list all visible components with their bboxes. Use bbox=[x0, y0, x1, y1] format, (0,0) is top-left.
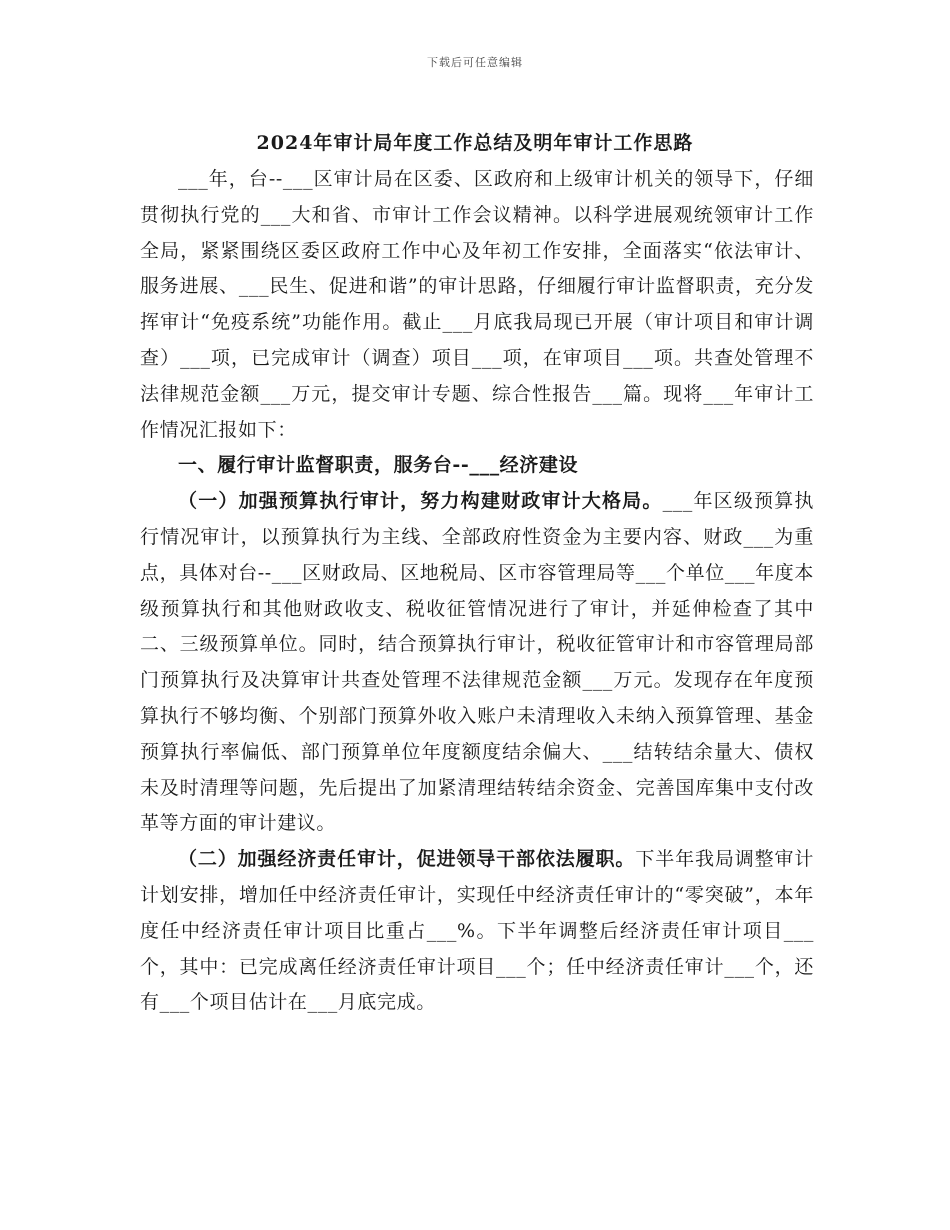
section-heading-1: 一、履行审计监督职责，服务台--___经济建设 bbox=[178, 454, 579, 477]
subsection-2-paragraph bbox=[140, 842, 814, 1021]
watermark-text: 下载后可任意编辑 bbox=[427, 56, 523, 69]
intro-paragraph: ___年，台--___区审计局在区委、区政府和上级审计机关的领导下，仔细贯彻执行党的___大和省、市审计工作会议精神。以科学进展观统领审计工作全局，紧紧围绕区委区政府工作中心及年初工作安排，全面落实“依法审计、服务进展、___民生、促进和谐”的审计思路，仔细履行审计监督职责，充分发挥审计“免疫系统”功能作用。截止___月底我局现已开展（审计项目和审计调查）___项，已完成审计（调查）项目___项，在审项目___项。共查处管理不法律规范金额___万元，提交审计专题、综合性报告___篇。现将___年审计工作情况汇报如下： bbox=[140, 168, 814, 441]
subsection-heading-1: （一）加强预算执行审计，努力构建财政审计大格局。 bbox=[178, 490, 663, 513]
subsection-1-body: ___年区级预算执行情况审计，以预算执行为主线、全部政府性资金为主要内容、财政___为重点，具体对台--___区财政局、区地税局、区市容管理局等___个单位___年度本级预算执行和其他财政收支、税收征管情况进行了审计，并延伸检查了其中二、三级预算单位。同时，结合预算执行审计，税收征管审计和市容管理局部门预算执行及决算审计共查处管理不法律规范金额___万元。发现存在年度预算执行不够均衡、个别部门预算外收入账户未清理收入未纳入预算管理、基金预算执行率偏低、部门预算单位年度额度结余偏大、___结转结余量大、债权未及时清理等问题，先后提出了加紧清理结转结余资金、完善国库集中支付改革等方面的审计建议。 bbox=[140, 490, 815, 835]
document-title: 2024年审计局年度工作总结及明年审计工作思路 bbox=[256, 132, 694, 154]
document-body bbox=[140, 162, 814, 1021]
subsection-heading-2: （二）加强经济责任审计，促进领导干部依法履职。 bbox=[178, 848, 636, 871]
subsection-1-paragraph bbox=[140, 484, 814, 842]
subsection-2-body: 下半年我局调整审计计划安排，增加任中经济责任审计，实现任中经济责任审计的“零突破”，本年度任中经济责任审计项目比重占___%。下半年调整后经济责任审计项目___个，其中：已完成离任经济责任审计项目___个；任中经济责任审计___个，还有___个项目估计在___月底完成。 bbox=[140, 848, 814, 1014]
